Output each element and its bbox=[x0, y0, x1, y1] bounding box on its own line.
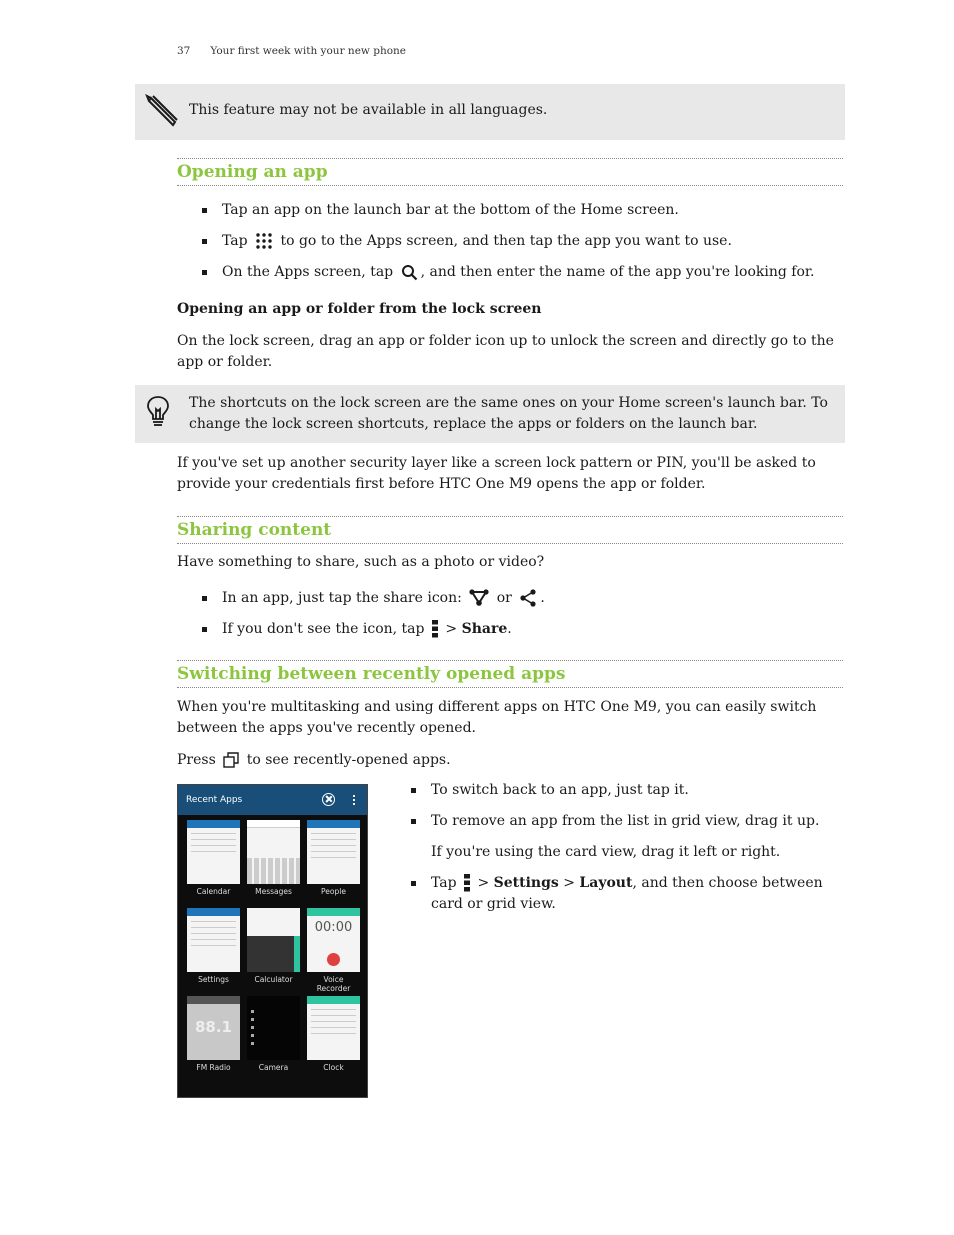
paragraph: When you're multitasking and using different apps on HTC One M9, you can easily switch between the apps you've recently opened. bbox=[177, 699, 817, 736]
app-tile-people: People bbox=[307, 820, 360, 902]
search-icon bbox=[401, 264, 418, 281]
app-tile-messages: Messages bbox=[247, 820, 300, 902]
app-tile-calculator: Calculator bbox=[247, 908, 300, 990]
note-box bbox=[135, 84, 845, 140]
section-switching bbox=[177, 660, 843, 688]
note-text: This feature may not be available in all languages. bbox=[189, 102, 548, 118]
section-title-switching: Switching between recently opened apps bbox=[177, 664, 566, 684]
recent-apps-bar bbox=[178, 785, 367, 815]
list-item: If you don't see the icon, tap > Share. bbox=[222, 619, 512, 640]
pencil-icon bbox=[145, 94, 179, 128]
paragraph: If you've set up another security layer like a screen lock pattern or PIN, you'll be asked to provide your credentials first before HTC One M9 opens the app or folder. bbox=[177, 455, 816, 492]
section-opening bbox=[177, 158, 843, 186]
subhead-lock-screen: Opening an app or folder from the lock screen bbox=[177, 301, 542, 317]
share-htc-icon bbox=[469, 589, 489, 607]
paragraph: Have something to share, such as a photo or video? bbox=[177, 554, 545, 570]
menu-icon bbox=[353, 794, 355, 806]
tip-text: The shortcuts on the lock screen are the same ones on your Home screen's launch bar. To change the lock screen shortcuts, replace the apps or folders on the launch bar. bbox=[189, 395, 828, 432]
tip-box bbox=[135, 385, 845, 443]
recent-apps-icon bbox=[223, 752, 239, 768]
section-title-opening: Opening an app bbox=[177, 162, 328, 182]
recent-apps-title: Recent Apps bbox=[186, 795, 243, 805]
apps-grid-icon bbox=[255, 232, 273, 250]
lightbulb-icon bbox=[145, 395, 171, 429]
list-item: Tap an app on the launch bar at the bottom of the Home screen. bbox=[222, 200, 679, 221]
list-item: To switch back to an app, just tap it. bbox=[431, 780, 841, 801]
app-tile-voice-recorder: 00:00 Voice Recorder bbox=[307, 908, 360, 990]
list-item: On the Apps screen, tap , and then enter the name of the app you're looking for. bbox=[222, 262, 815, 283]
chapter-title: Your first week with your new phone bbox=[210, 45, 407, 57]
recent-apps-screenshot bbox=[177, 784, 368, 1098]
paragraph: On the lock screen, drag an app or folder icon up to unlock the screen and directly go to the app or folder. bbox=[177, 333, 834, 370]
app-tile-camera: Camera bbox=[247, 996, 300, 1078]
list-item: Tap > Settings > Layout, and then choose between card or grid view. bbox=[431, 873, 841, 915]
list-item: To remove an app from the list in grid view, drag it up. bbox=[431, 811, 841, 832]
close-all-icon bbox=[322, 793, 335, 806]
more-vertical-icon bbox=[432, 620, 438, 638]
app-tile-clock: Clock bbox=[307, 996, 360, 1078]
section-title-sharing: Sharing content bbox=[177, 520, 332, 540]
share-icon bbox=[519, 589, 537, 607]
page-number: 37 bbox=[177, 45, 191, 57]
press-line: Press to see recently-opened apps. bbox=[177, 752, 451, 768]
radio-frequency: 88.1 bbox=[194, 1018, 232, 1036]
list-item: Tap to go to the Apps screen, and then tap the app you want to use. bbox=[222, 231, 732, 252]
list-item-extra: If you're using the card view, drag it left or right. bbox=[431, 844, 781, 860]
more-vertical-icon bbox=[464, 874, 470, 892]
page-header bbox=[177, 45, 406, 57]
app-tile-calendar: Calendar bbox=[187, 820, 240, 902]
app-tile-fm-radio: 88.1 FM Radio bbox=[187, 996, 240, 1078]
section-sharing bbox=[177, 516, 843, 544]
recorder-timer: 00:00 bbox=[314, 920, 353, 935]
app-tile-settings: Settings bbox=[187, 908, 240, 990]
list-item: In an app, just tap the share icon: or . bbox=[222, 588, 545, 609]
